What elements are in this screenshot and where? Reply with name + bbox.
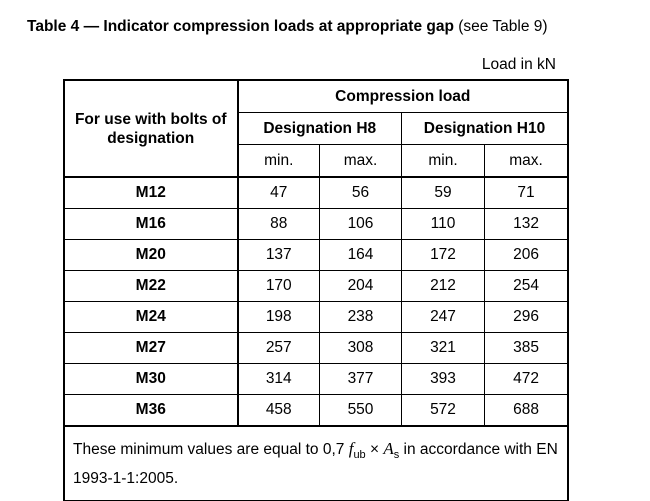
compression-load-table bbox=[64, 80, 568, 501]
caption-ref: (see Table 9) bbox=[453, 18, 548, 35]
h8-max-cell: 106 bbox=[320, 209, 402, 240]
h8-header: Designation H8 bbox=[238, 113, 402, 145]
bolt-cell: M36 bbox=[65, 395, 238, 427]
bolt-cell: M30 bbox=[65, 364, 238, 395]
h10-min-cell: 212 bbox=[402, 271, 485, 302]
h10-max-cell: 254 bbox=[485, 271, 568, 302]
f-symbol: f bbox=[348, 438, 354, 458]
h10-min-cell: 247 bbox=[402, 302, 485, 333]
h10-max-cell: 385 bbox=[485, 333, 568, 364]
table-row bbox=[65, 395, 568, 427]
h10-max-header: max. bbox=[485, 145, 568, 178]
table-row bbox=[65, 271, 568, 302]
bolt-cell: M22 bbox=[65, 271, 238, 302]
h8-min-cell: 88 bbox=[238, 209, 320, 240]
table-row bbox=[65, 177, 568, 209]
h10-min-cell: 172 bbox=[402, 240, 485, 271]
h10-min-cell: 393 bbox=[402, 364, 485, 395]
table-row bbox=[65, 364, 568, 395]
bolt-cell: M20 bbox=[65, 240, 238, 271]
h8-max-cell: 550 bbox=[320, 395, 402, 427]
h8-min-cell: 257 bbox=[238, 333, 320, 364]
h10-max-cell: 296 bbox=[485, 302, 568, 333]
table-row bbox=[65, 302, 568, 333]
h8-max-cell: 164 bbox=[320, 240, 402, 271]
f-subscript: ub bbox=[353, 449, 366, 462]
h8-min-cell: 47 bbox=[238, 177, 320, 209]
table-row bbox=[65, 240, 568, 271]
h10-min-cell: 59 bbox=[402, 177, 485, 209]
h10-header: Designation H10 bbox=[402, 113, 568, 145]
footnote-pre: These minimum values are equal to 0,7 bbox=[73, 440, 349, 458]
h10-min-cell: 572 bbox=[402, 395, 485, 427]
bolt-cell: M12 bbox=[65, 177, 238, 209]
h8-max-cell: 308 bbox=[320, 333, 402, 364]
header-row-1 bbox=[65, 81, 568, 113]
h8-min-cell: 314 bbox=[238, 364, 320, 395]
caption-dash: — bbox=[79, 18, 104, 35]
a-subscript: s bbox=[393, 449, 400, 462]
h8-min-cell: 458 bbox=[238, 395, 320, 427]
times-sign: × bbox=[365, 440, 384, 458]
caption-title: Indicator compression loads at appropriate gap bbox=[103, 18, 454, 35]
h10-min-cell: 110 bbox=[402, 209, 485, 240]
a-symbol: A bbox=[383, 438, 394, 458]
h8-min-cell: 198 bbox=[238, 302, 320, 333]
footnote-post: in accordance with EN 1993-1-1:2005. bbox=[73, 440, 558, 488]
table-caption bbox=[27, 18, 548, 36]
unit-note: Load in kN bbox=[481, 56, 556, 73]
table-row bbox=[65, 209, 568, 240]
h8-max-cell: 238 bbox=[320, 302, 402, 333]
h10-max-cell: 688 bbox=[485, 395, 568, 427]
caption-number: Table 4 bbox=[27, 18, 80, 35]
h8-min-cell: 137 bbox=[238, 240, 320, 271]
bolt-cell: M24 bbox=[65, 302, 238, 333]
h10-max-cell: 472 bbox=[485, 364, 568, 395]
footnote-row bbox=[65, 426, 568, 501]
h8-min-header: min. bbox=[238, 145, 320, 178]
h8-max-cell: 377 bbox=[320, 364, 402, 395]
compression-load-header: Compression load bbox=[238, 81, 568, 113]
bolt-cell: M27 bbox=[65, 333, 238, 364]
h8-max-cell: 56 bbox=[320, 177, 402, 209]
bolt-column-header: For use with bolts of designation bbox=[65, 81, 238, 178]
h10-max-cell: 132 bbox=[485, 209, 568, 240]
table-row bbox=[65, 333, 568, 364]
h10-max-cell: 206 bbox=[485, 240, 568, 271]
h10-min-header: min. bbox=[402, 145, 485, 178]
h8-max-header: max. bbox=[320, 145, 402, 178]
bolt-cell: M16 bbox=[65, 209, 238, 240]
h8-max-cell: 204 bbox=[320, 271, 402, 302]
h10-max-cell: 71 bbox=[485, 177, 568, 209]
h10-min-cell: 321 bbox=[402, 333, 485, 364]
table-footnote bbox=[65, 426, 568, 501]
h8-min-cell: 170 bbox=[238, 271, 320, 302]
